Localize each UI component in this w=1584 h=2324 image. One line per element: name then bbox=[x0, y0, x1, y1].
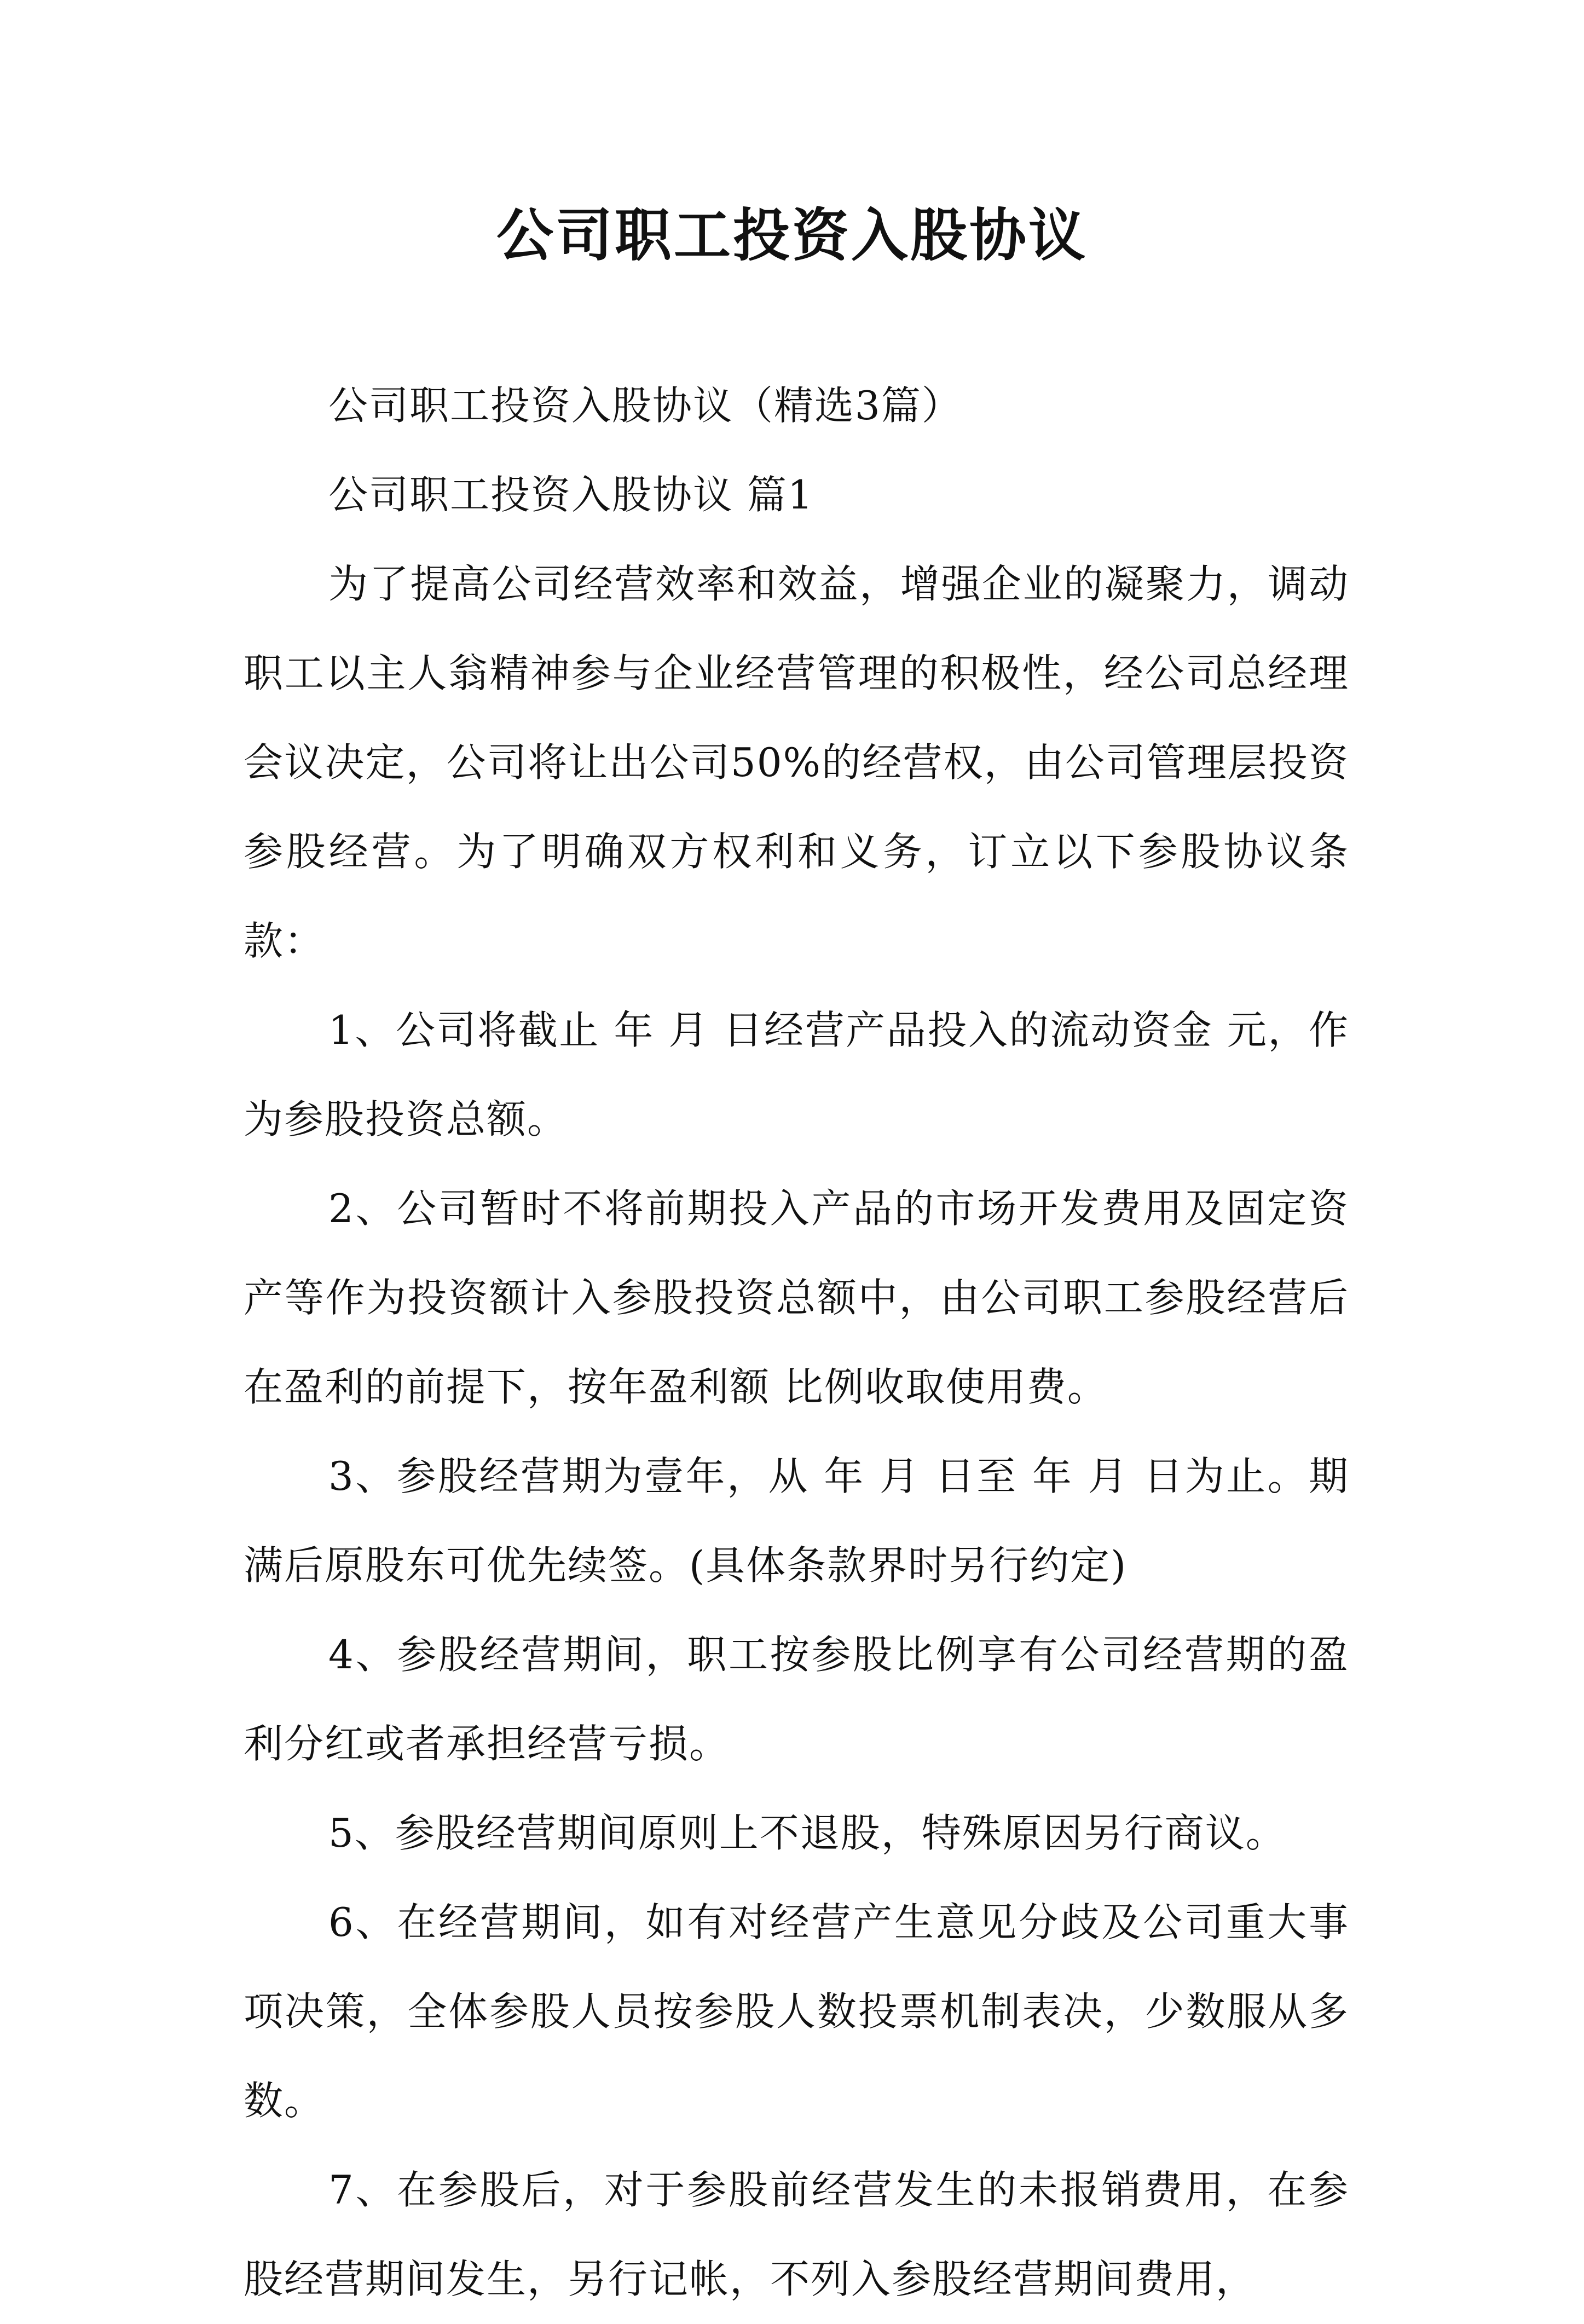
paragraph-preamble: 为了提高公司经营效率和效益，增强企业的凝聚力，调动职工以主人翁精神参与企业经营管理的积极性，经公司总经理会议决定，公司将让出公司50%的经营权，由公司管理层投资参股经营。为了明确双方权利和义务，订立以下参股协议条款： bbox=[244, 561, 1349, 964]
paragraph-clause-7: 7、在参股后，对于参股前经营发生的未报销费用，在参股经营期间发生，另行记帐，不列入参股经营期间费用， bbox=[244, 2167, 1349, 2302]
paragraph-clause-6: 6、在经营期间，如有对经营产生意见分歧及公司重大事项决策，全体参股人员按参股人数投票机制表决，少数服从多数。 bbox=[244, 1899, 1349, 2124]
paragraph-clause-4: 4、参股经营期间，职工按参股比例享有公司经营期的盈利分红或者承担经营亏损。 bbox=[244, 1632, 1349, 1767]
paragraph-clause-5: 5、参股经营期间原则上不退股，特殊原因另行商议。 bbox=[328, 1810, 1286, 1856]
paragraph-subtitle: 公司职工投资入股协议（精选3篇） bbox=[328, 383, 962, 429]
paragraph-clause-2: 2、公司暂时不将前期投入产品的市场开发费用及固定资产等作为投资额计入参股投资总额中，由公司职工参股经营后在盈利的前提下，按年盈利额 比例收取使用费。 bbox=[244, 1186, 1349, 1410]
document-body bbox=[244, 361, 1349, 2324]
paragraph-clause-1: 1、公司将截止 年 月 日经营产品投入的流动资金 元，作为参股投资总额。 bbox=[244, 1007, 1349, 1142]
document-title: 公司职工投资入股协议 bbox=[496, 202, 1088, 269]
paragraph-clause-3: 3、参股经营期为壹年，从 年 月 日至 年 月 日为止。期满后原股东可优先续签。(具体条款界时另行约定) bbox=[244, 1453, 1349, 1588]
paragraph-section-heading: 公司职工投资入股协议 篇1 bbox=[328, 472, 814, 518]
